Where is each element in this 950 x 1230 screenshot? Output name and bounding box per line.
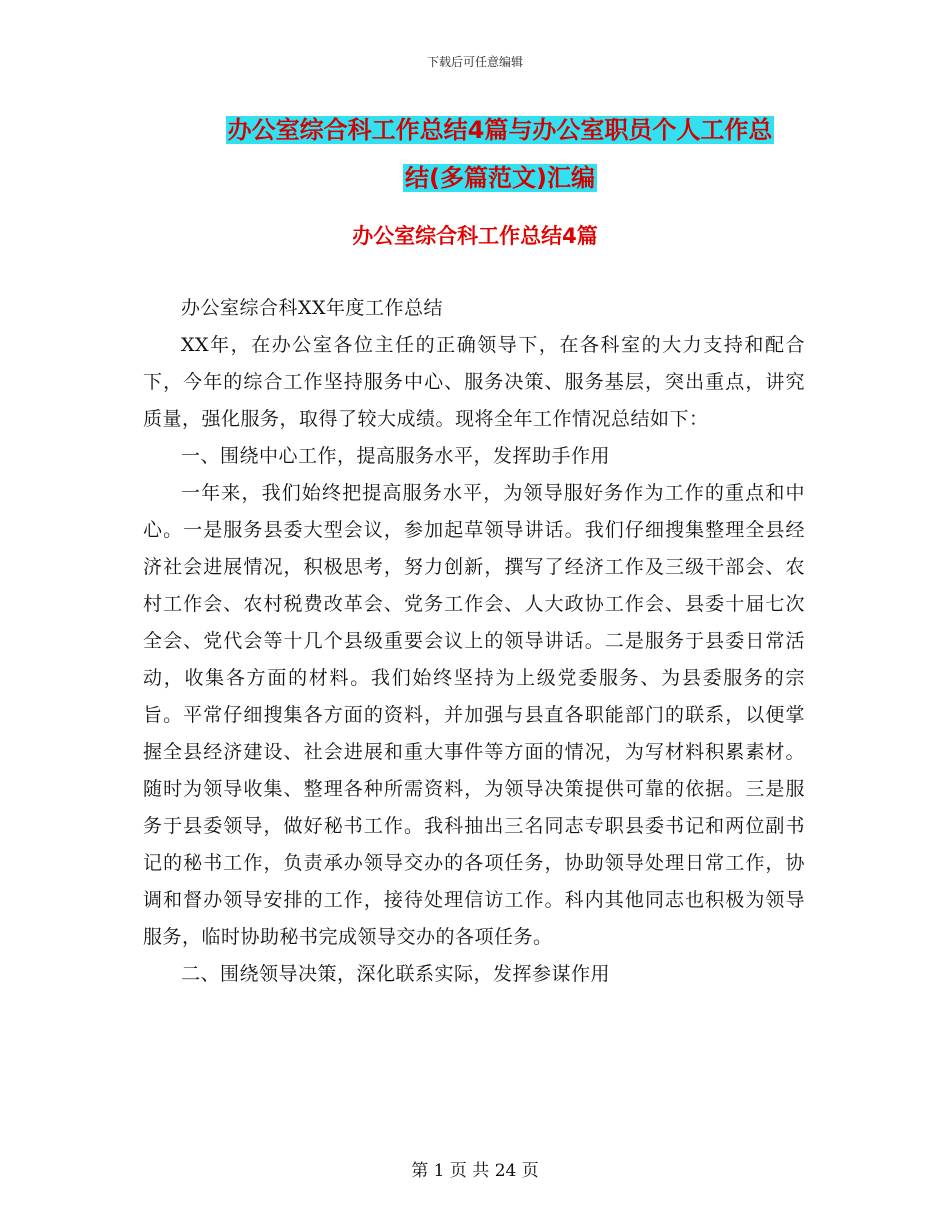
paragraph-intro: XX年，在办公室各位主任的正确领导下，在各科室的大力支持和配合下，今年的综合工作坚持服务中心、服务决策、服务基层，突出重点，讲究质量，强化服务，取得了较大成绩。现将全年工作情况总结如下： — [143, 334, 805, 430]
document-body — [143, 290, 805, 993]
paragraph-heading-1: 一、围绕中心工作，提高服务水平，发挥助手作用 — [181, 445, 611, 467]
title-line-2: 结(多篇范文)汇编 — [405, 164, 595, 192]
section-title: 办公室综合科工作总结4篇 — [352, 224, 598, 248]
page-number: 第 1 页 共 24 页 — [411, 1161, 539, 1181]
paragraph-subtitle: 办公室综合科XX年度工作总结 — [181, 297, 444, 319]
paragraph-heading-2: 二、围绕领导决策，深化联系实际，发挥参谋作用 — [181, 963, 611, 985]
paragraph-body-1: 一年来，我们始终把提高服务水平，为领导服好务作为工作的重点和中心。一是服务县委大型会议，参加起草领导讲话。我们仔细搜集整理全县经济社会进展情况，积极思考，努力创新，撰写了经济工作及三级干部会、农村工作会、农村税费改革会、党务工作会、人大政协工作会、县委十届七次全会、党代会等十几个县级重要会议上的领导讲话。二是服务于县委日常活动，收集各方面的材料。我们始终坚持为上级党委服务、为县委服务的宗旨。平常仔细搜集各方面的资料，并加强与县直各职能部门的联系，以便掌握全县经济建设、社会进展和重大事件等方面的情况，为写材料积累素材。随时为领导收集、整理各种所需资料，为领导决策提供可靠的依据。三是服务于县委领导，做好秘书工作。我科抽出三名同志专职县委书记和两位副书记的秘书工作，负责承办领导交办的各项任务，协助领导处理日常工作，协调和督办领导安排的工作，接待处理信访工作。科内其他同志也积极为领导服务，临时协助秘书完成领导交办的各项任务。 — [143, 482, 805, 948]
title-line-1: 办公室综合科工作总结4篇与办公室职员个人工作总 — [227, 116, 773, 144]
page-header-note: 下载后可任意编辑 — [426, 55, 523, 69]
document-title — [120, 106, 880, 202]
